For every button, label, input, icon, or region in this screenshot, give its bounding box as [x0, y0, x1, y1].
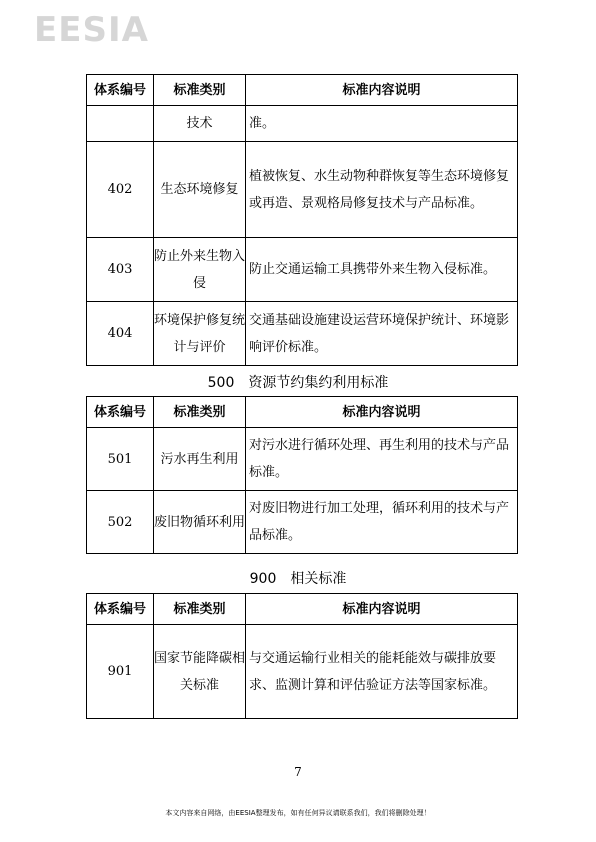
- header-code: 体系编号: [87, 594, 154, 625]
- table-row: [87, 625, 518, 719]
- description-cell: 交通基础设施建设运营环境保护统计、环境影响评价标准。: [246, 302, 518, 366]
- header-category: 标准类别: [154, 397, 246, 428]
- description-cell: 与交通运输行业相关的能耗能效与碳排放要求、监测计算和评估验证方法等国家标准。: [246, 625, 518, 719]
- code-cell: 403: [87, 238, 154, 302]
- table-row: [87, 238, 518, 302]
- category-cell: 国家节能降碳相关标准: [154, 625, 246, 719]
- header-code: 体系编号: [87, 75, 154, 106]
- table-header-row: [87, 397, 518, 428]
- standards-table-500: [86, 396, 518, 554]
- category-cell: 防止外来生物入侵: [154, 238, 246, 302]
- code-cell: 502: [87, 491, 154, 554]
- standards-table-400: [86, 74, 518, 366]
- header-category: 标准类别: [154, 75, 246, 106]
- code-cell: [87, 106, 154, 142]
- header-description: 标准内容说明: [246, 397, 518, 428]
- header-category: 标准类别: [154, 594, 246, 625]
- header-description: 标准内容说明: [246, 594, 518, 625]
- code-cell: 901: [87, 625, 154, 719]
- table-header-row: [87, 75, 518, 106]
- code-cell: 404: [87, 302, 154, 366]
- description-cell: 防止交通运输工具携带外来生物入侵标准。: [246, 238, 518, 302]
- description-cell: 对废旧物进行加工处理，循环利用的技术与产品标准。: [246, 491, 518, 554]
- category-cell: 环境保护修复统计与评价: [154, 302, 246, 366]
- category-cell: 废旧物循环利用: [154, 491, 246, 554]
- header-description: 标准内容说明: [246, 75, 518, 106]
- description-cell: 对污水进行循环处理、再生利用的技术与产品标准。: [246, 428, 518, 491]
- category-cell: 生态环境修复: [154, 142, 246, 238]
- eesia-logo: EESIA: [34, 10, 149, 50]
- table-row: [87, 491, 518, 554]
- section-title-500: 500 资源节约集约利用标准: [207, 375, 389, 391]
- description-cell: 植被恢复、水生动物种群恢复等生态环境修复或再造、景观格局修复技术与产品标准。: [246, 142, 518, 238]
- table-row: [87, 428, 518, 491]
- category-cell: 污水再生利用: [154, 428, 246, 491]
- standards-table-900: [86, 593, 518, 719]
- category-cell: 技术: [154, 106, 246, 142]
- table-row: [87, 106, 518, 142]
- table-row: [87, 142, 518, 238]
- code-cell: 501: [87, 428, 154, 491]
- footer-notice: 本文内容来自网络，由EESIA整理发布，如有任何异议请联系我们，我们将删除处理！: [165, 809, 431, 817]
- page-number: 7: [294, 765, 302, 779]
- table-header-row: [87, 594, 518, 625]
- code-cell: 402: [87, 142, 154, 238]
- section-title-900: 900 相关标准: [249, 571, 347, 587]
- header-code: 体系编号: [87, 397, 154, 428]
- description-cell: 准。: [246, 106, 518, 142]
- table-row: [87, 302, 518, 366]
